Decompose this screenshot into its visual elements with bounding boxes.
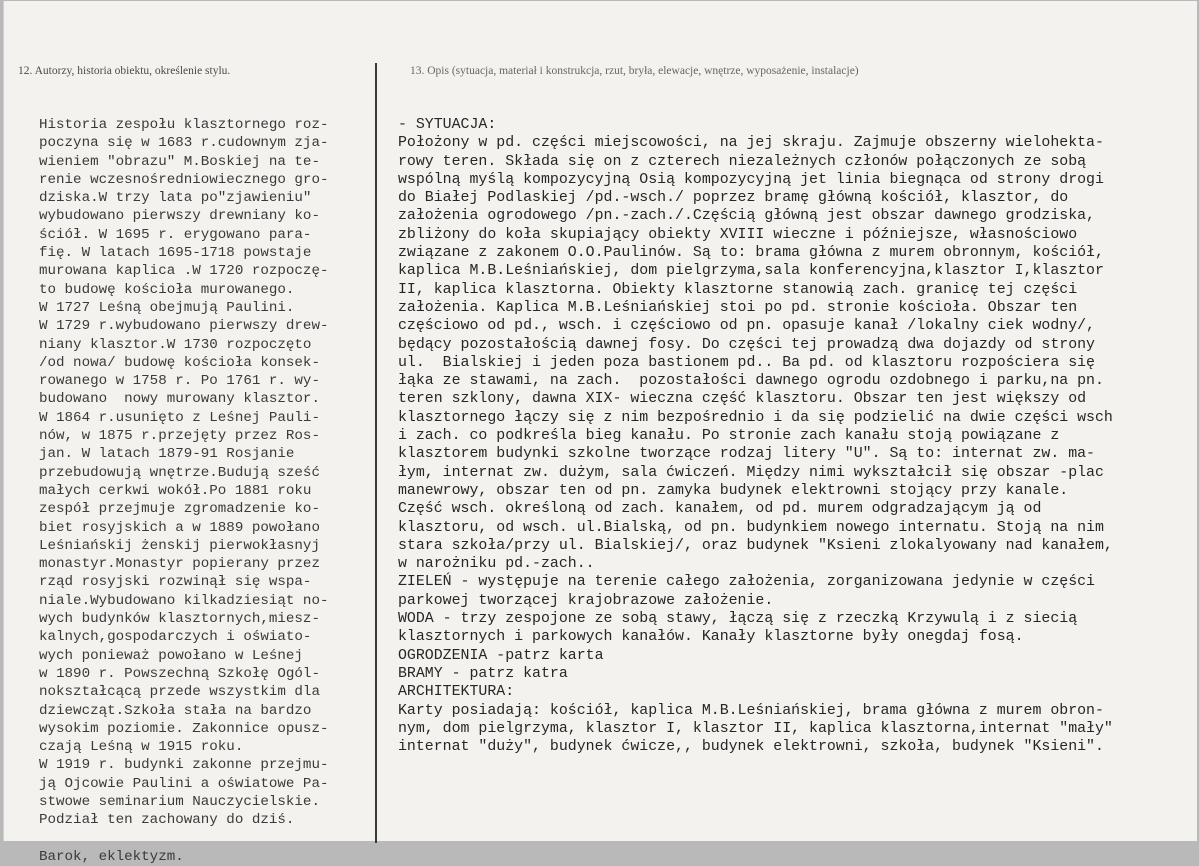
text-line: manewrowy, obszar ten od pn. zamyka budynek elektrowni stojący przy kanale. bbox=[398, 482, 1069, 499]
description-text-column bbox=[398, 116, 1113, 756]
text-line: teren szklony, dawna XIX- wieczna część klasztoru. Obszar ten jest większy od bbox=[398, 391, 1087, 408]
text-line: ul. Bialskiej i jeden poza bastionem pd.. Ba pd. od klasztoru rozpościera się bbox=[398, 354, 1095, 371]
text-line: BRAMY - patrz katra bbox=[398, 665, 568, 682]
text-line: częściowo od pd., wsch. i częściowo od pn. opasuje kanał /lokalny ciek wodny/, bbox=[398, 318, 1095, 335]
section-12-header: 12. Autorzy, historia obiektu, określenie stylu. bbox=[18, 65, 231, 77]
text-line: łym, internat zw. dużym, sala ćwiczeń. Między nimi wykształcił się obszar -plac bbox=[398, 464, 1104, 481]
text-line: W 1729 r.wybudowano pierwszy drew- bbox=[39, 318, 329, 335]
text-line: wysokim poziomie. Zakonnice opusz- bbox=[39, 720, 329, 737]
text-line: OGRODZENIA -patrz karta bbox=[398, 647, 604, 664]
text-line: klasztoru, od wsch. ul.Bialską, od pn. budynkiem nowego internatu. Stoją na nim bbox=[398, 519, 1104, 536]
text-line: Karty posiadają: kościół, kaplica M.B.Leśniańskiej, brama główna z murem obron- bbox=[398, 702, 1104, 719]
text-line: Położony w pd. części miejscowości, na jej skraju. Zajmuje obszerny wielohekta- bbox=[398, 135, 1104, 152]
text-line: dziska.W trzy lata po"zjawieniu" bbox=[39, 190, 312, 207]
text-line: założenia ogrodowego /pn.-zach./.Częścią główną jest obszar dawnego grodziska, bbox=[398, 208, 1095, 225]
text-line: stwowe seminarium Nauczycielskie. bbox=[39, 793, 320, 810]
text-line: rowanego w 1758 r. Po 1761 r. wy- bbox=[39, 373, 320, 390]
text-line: w 1890 r. Powszechną Szkołę Ogól- bbox=[39, 665, 320, 682]
text-line: nokształcącą przede wszystkim dla bbox=[39, 684, 320, 701]
text-line: biet rosyjskich a w 1889 powołano bbox=[39, 519, 320, 536]
text-line: małych cerkwi wokół.Po 1881 roku bbox=[39, 482, 312, 499]
text-line: ściół. W 1695 r. erygowano para- bbox=[39, 226, 312, 243]
text-line: W 1864 r.usunięto z Leśnej Pauli- bbox=[39, 409, 320, 426]
text-line: /od nowa/ budowę kościoła konsek- bbox=[39, 354, 320, 371]
text-line: kaplica M.B.Leśniańskiej, dom pielgrzyma,sala konferencyjna,klasztor I,klasztor bbox=[398, 263, 1104, 280]
text-line: związane z zakonem O.O.Paulinów. Są to: brama główna z murem obronnym, kościół, bbox=[398, 245, 1104, 262]
text-line: niale.Wybudowano kilkadziesiąt no- bbox=[39, 592, 329, 609]
text-line: do Białej Podlaskiej /pd.-wsch./ poprzez bramę główną kościół, klasztor, do bbox=[398, 190, 1069, 207]
text-line: to budowę kościoła murowanego. bbox=[39, 281, 295, 298]
text-line: nym, dom pielgrzyma, klasztor I, klasztor II, kaplica klasztorna,internat "mały" bbox=[398, 720, 1113, 737]
spacer bbox=[39, 830, 328, 848]
text-line: kalnych,gospodarczych i oświato- bbox=[39, 629, 312, 646]
text-line: jan. W latach 1879-91 Rosjanie bbox=[39, 446, 295, 463]
text-line: parkowej tworzącej krajobrazowe założenie. bbox=[398, 592, 774, 609]
text-line: będący pozostałością dawnej fosy. Do części tej prowadzą dwa dojazdy od strony bbox=[398, 336, 1095, 353]
text-line: renie wczesnośredniowiecznego gro- bbox=[39, 171, 329, 188]
text-line: w narożniku pd.-zach.. bbox=[398, 556, 595, 573]
text-line: internat "duży", budynek ćwicze,, budynek elektrowni, szkoła, budynek "Ksieni". bbox=[398, 739, 1104, 756]
text-line: Podział ten zachowany do dziś. bbox=[39, 812, 295, 829]
text-line: wych ponieważ powołano w Leśnej bbox=[39, 647, 303, 664]
text-line: II, kaplica klasztorna. Obiekty klasztorne stanowią zach. granicę tej części bbox=[398, 281, 1078, 298]
text-line: przebudowują wnętrze.Budują sześć bbox=[39, 464, 320, 481]
text-line: Historia zespołu klasztornego roz- bbox=[39, 117, 329, 133]
text-line: monastyr.Monastyr popierany przez bbox=[39, 556, 320, 573]
text-line: stara szkoła/przy ul. Bialskiej/, oraz budynek "Ksieni zlokalyowany nad kanałem, bbox=[398, 537, 1113, 554]
text-line: murowana kaplica .W 1720 rozpoczę- bbox=[39, 263, 329, 280]
text-line: niany klasztor.W 1730 rozpoczęto bbox=[39, 336, 312, 353]
text-line: Leśniańskij żenskij pierwokłasnyj bbox=[39, 537, 320, 554]
text-line: czają Leśną w 1915 roku. bbox=[39, 739, 244, 756]
text-line: klasztornych i parkowych kanałów. Kanały klasztorne były onegdaj fosą. bbox=[398, 629, 1024, 646]
section-13-header: 13. Opis (sytuacja, materiał i konstrukcja, rzut, bryła, elewacje, wnętrze, wyposażenie, instalacje) bbox=[410, 65, 859, 77]
style-designation: Barok, eklektyzm. bbox=[39, 848, 184, 865]
text-line: wybudowano pierwszy drewniany ko- bbox=[39, 208, 320, 225]
text-line: nów, w 1875 r.przejęty przez Ros- bbox=[39, 428, 320, 445]
text-line: fię. W latach 1695-1718 powstaje bbox=[39, 245, 312, 262]
text-line: klasztorem budynki szkolne tworzące rodzaj litery "U". Są to: internat zw. ma- bbox=[398, 446, 1095, 463]
text-line: W 1919 r. budynki zakonne przejmu- bbox=[39, 757, 329, 774]
text-line: zespół przejmuje zgromadzenie ko- bbox=[39, 501, 320, 518]
text-line: ZIELEŃ - występuje na terenie całego założenia, zorganizowana jedynie w części bbox=[398, 574, 1095, 591]
history-text-column bbox=[39, 116, 328, 866]
text-line: - SYTUACJA: bbox=[398, 117, 497, 133]
text-line: dziewcząt.Szkoła stała na bardzo bbox=[39, 702, 312, 719]
text-line: ją Ojcowie Paulini a oświatowe Pa- bbox=[39, 775, 329, 792]
text-line: wych budynków klasztornych,miesz- bbox=[39, 611, 320, 628]
text-line: wspólną myślą kompozycyjną Osią kompozycyjną jet linia biegnąca od strony drogi bbox=[398, 171, 1104, 188]
text-line: zbliżony do koła skupiający obiekty XVIII wieczne i późniejsze, własnościowo bbox=[398, 226, 1078, 243]
inventory-card bbox=[3, 1, 1197, 865]
text-line: łąka ze stawami, na zach. pozostałości dawnego ogrodu ozdobnego i parku,na pn. bbox=[398, 373, 1104, 390]
text-line: rowy teren. Składa się on z czterech niezależnych członów połączonych ze sobą bbox=[398, 153, 1087, 170]
text-line: rząd rosyjski rozwinął się wspa- bbox=[39, 574, 312, 591]
text-line: wieniem "obrazu" M.Boskiej na te- bbox=[39, 153, 320, 170]
text-line: i zach. co podkreśla bieg kanału. Po stronie zach kanału stoją powiązane z bbox=[398, 428, 1060, 445]
text-line: założenia. Kaplica M.B.Leśniańskiej stoi po pd. stronie kościoła. Obszar ten bbox=[398, 299, 1078, 316]
text-line: poczyna się w 1683 r.cudownym zja- bbox=[39, 135, 329, 152]
text-line: W 1727 Leśną obejmują Paulini. bbox=[39, 299, 295, 316]
column-divider bbox=[375, 63, 377, 843]
text-line: klasztornego łączy się z nim bezpośrednio i da się podzielić na dwie części wsch bbox=[398, 409, 1113, 426]
text-line: ARCHITEKTURA: bbox=[398, 684, 515, 701]
text-line: WODA - trzy zespojone ze sobą stawy, łączą się z rzeczką Krzywulą i z siecią bbox=[398, 611, 1078, 628]
text-line: Część wsch. określoną od zach. kanałem, od pd. murem odgradzającym ją od bbox=[398, 501, 1042, 518]
text-line: budowano nowy murowany klasztor. bbox=[39, 391, 320, 408]
